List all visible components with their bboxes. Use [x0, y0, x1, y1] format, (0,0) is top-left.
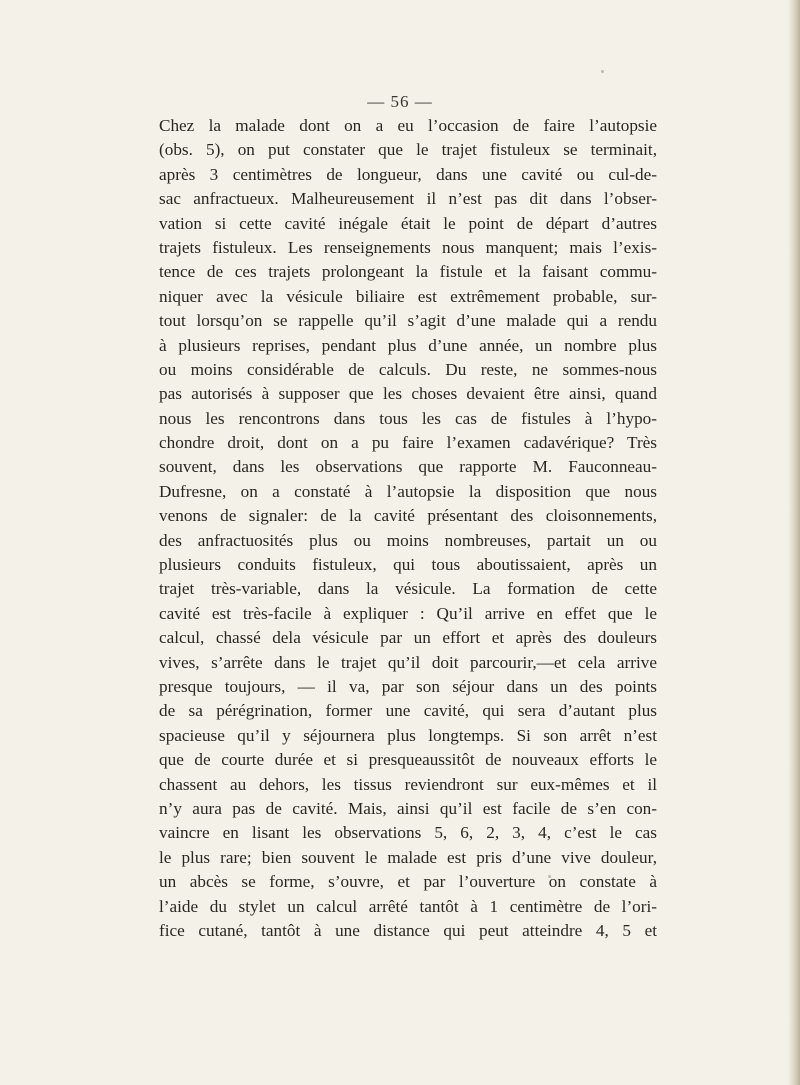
- text-line: après 3 centimètres de longueur, dans une cavité ou cul-de-: [159, 164, 657, 184]
- text-line: vation si cette cavité inégale était le point de départ d’autres: [159, 213, 657, 233]
- text-line: n’y aura pas de cavité. Mais, ainsi qu’il est facile de s’en con-: [159, 798, 657, 818]
- text-line: ou moins considérable de calculs. Du reste, ne sommes-nous: [159, 359, 657, 379]
- text-line: spacieuse qu’il y séjournera plus longtemps. Si son arrêt n’est: [159, 725, 657, 745]
- paper-speck: [601, 70, 604, 73]
- text-line: trajet très-variable, dans la vésicule. La formation de cette: [159, 579, 657, 599]
- text-line: pas autorisés à supposer que les choses devaient être ainsi, quand: [159, 384, 657, 404]
- text-line: le plus rare; bien souvent le malade est pris d’une vive douleur,: [159, 847, 657, 867]
- text-line: venons de signaler: de la cavité présentant des cloisonnements,: [159, 506, 657, 526]
- text-line: niquer avec la vésicule biliaire est extrêmement probable, sur-: [159, 286, 657, 306]
- text-line: à plusieurs reprises, pendant plus d’une année, un nombre plus: [159, 335, 657, 355]
- text-line: chassent au dehors, les tissus reviendront sur eux-mêmes et il: [159, 774, 657, 794]
- text-line: vaincre en lisant les observations 5, 6, 2, 3, 4, c’est le cas: [159, 823, 657, 843]
- text-line: fice cutané, tantôt à une distance qui peut atteindre 4, 5 et: [159, 920, 657, 940]
- text-line: plusieurs conduits fistuleux, qui tous aboutissaient, après un: [159, 555, 657, 575]
- text-line: trajets fistuleux. Les renseignements nous manquent; mais l’exis-: [159, 237, 657, 257]
- text-line: tout lorsqu’on se rappelle qu’il s’agit d’une malade qui a rendu: [159, 311, 657, 331]
- text-line: (obs. 5), on put constater que le trajet fistuleux se terminait,: [159, 140, 657, 160]
- text-line: vives, s’arrête dans le trajet qu’il doit parcourir,—et cela arrive: [159, 652, 657, 672]
- text-line: que de courte durée et si presqueaussitôt de nouveaux efforts le: [159, 750, 657, 770]
- page-number: — 56 —: [367, 92, 433, 111]
- text-line: sac anfractueux. Malheureusement il n’est pas dit dans l’obser-: [159, 189, 657, 209]
- page-edge-shadow: [788, 0, 800, 1085]
- text-line: Dufresne, on a constaté à l’autopsie la disposition que nous: [159, 481, 657, 501]
- text-line: des anfractuosités plus ou moins nombreuses, partait un ou: [159, 530, 657, 550]
- text-line: cavité est très-facile à expliquer : Qu’il arrive en effet que le: [159, 603, 657, 623]
- text-line: nous les rencontrons dans tous les cas de fistules à l’hypo-: [159, 408, 657, 428]
- body-text: [159, 114, 657, 943]
- text-line: chondre droit, dont on a pu faire l’examen cadavérique? Très: [159, 433, 657, 453]
- text-line: l’aide du stylet un calcul arrêté tantôt à 1 centimètre de l’ori-: [159, 896, 657, 916]
- text-line: souvent, dans les observations que rapporte M. Fauconneau-: [159, 457, 657, 477]
- text-line: calcul, chassé dela vésicule par un effort et après des douleurs: [159, 628, 657, 648]
- text-line: un abcès se forme, s’ouvre, et par l’ouverture on constate à: [159, 872, 657, 892]
- text-line: de sa pérégrination, former une cavité, qui sera d’autant plus: [159, 701, 657, 721]
- text-line: Chez la malade dont on a eu l’occasion de faire l’autopsie: [159, 116, 657, 135]
- text-line: tence de ces trajets prolongeant la fistule et la faisant commu-: [159, 262, 657, 282]
- text-line: presque toujours, — il va, par son séjour dans un des points: [159, 676, 657, 696]
